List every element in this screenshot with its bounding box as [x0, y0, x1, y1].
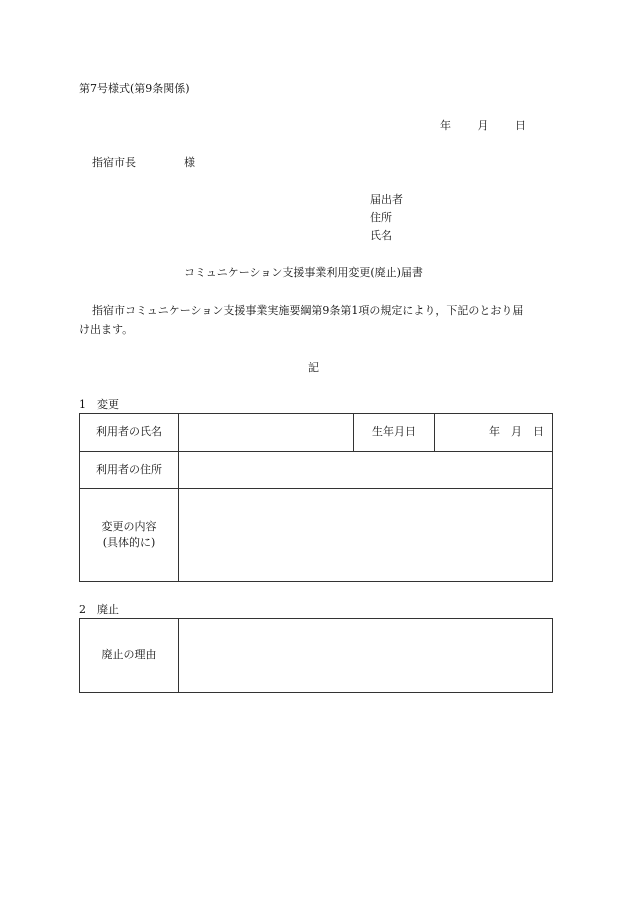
addressee-name: 指宿市長	[92, 156, 136, 169]
form-number: 第7号様式(第9条関係)	[79, 82, 190, 95]
date-line: 年 月 日	[440, 119, 526, 132]
abolition-reason-field[interactable]	[179, 619, 553, 693]
user-name-label: 利用者の氏名	[80, 414, 179, 452]
notifier-label: 届出者	[370, 193, 403, 206]
user-name-field[interactable]	[179, 414, 354, 452]
section2-heading: 2 廃止	[79, 603, 119, 616]
section1-heading: 1 変更	[79, 398, 119, 411]
birthdate-field[interactable]: 年 月 日	[435, 414, 553, 452]
body-text-line2: け出ます。	[79, 323, 134, 336]
user-address-label: 利用者の住所	[80, 452, 179, 489]
body-text-line1: 指宿市コミュニケーション支援事業実施要綱第9条第1項の規定により，下記のとおり届	[92, 304, 524, 317]
change-content-field[interactable]	[179, 489, 553, 582]
addressee-honorific: 様	[184, 156, 195, 169]
user-address-field[interactable]	[179, 452, 553, 489]
notifier-name-label: 氏名	[370, 229, 392, 242]
abolition-reason-label: 廃止の理由	[80, 619, 179, 693]
change-content-label	[80, 489, 179, 582]
change-table	[79, 413, 553, 582]
change-content-label-line2: (具体的に)	[102, 536, 156, 549]
change-content-label-line1: 変更の内容	[101, 519, 157, 533]
birthdate-label: 生年月日	[354, 414, 435, 452]
document-title: コミュニケーション支援事業利用変更(廃止)届書	[184, 266, 423, 279]
ki-heading: 記	[308, 361, 319, 374]
notifier-address-label: 住所	[370, 211, 392, 224]
abolition-table	[79, 618, 553, 693]
